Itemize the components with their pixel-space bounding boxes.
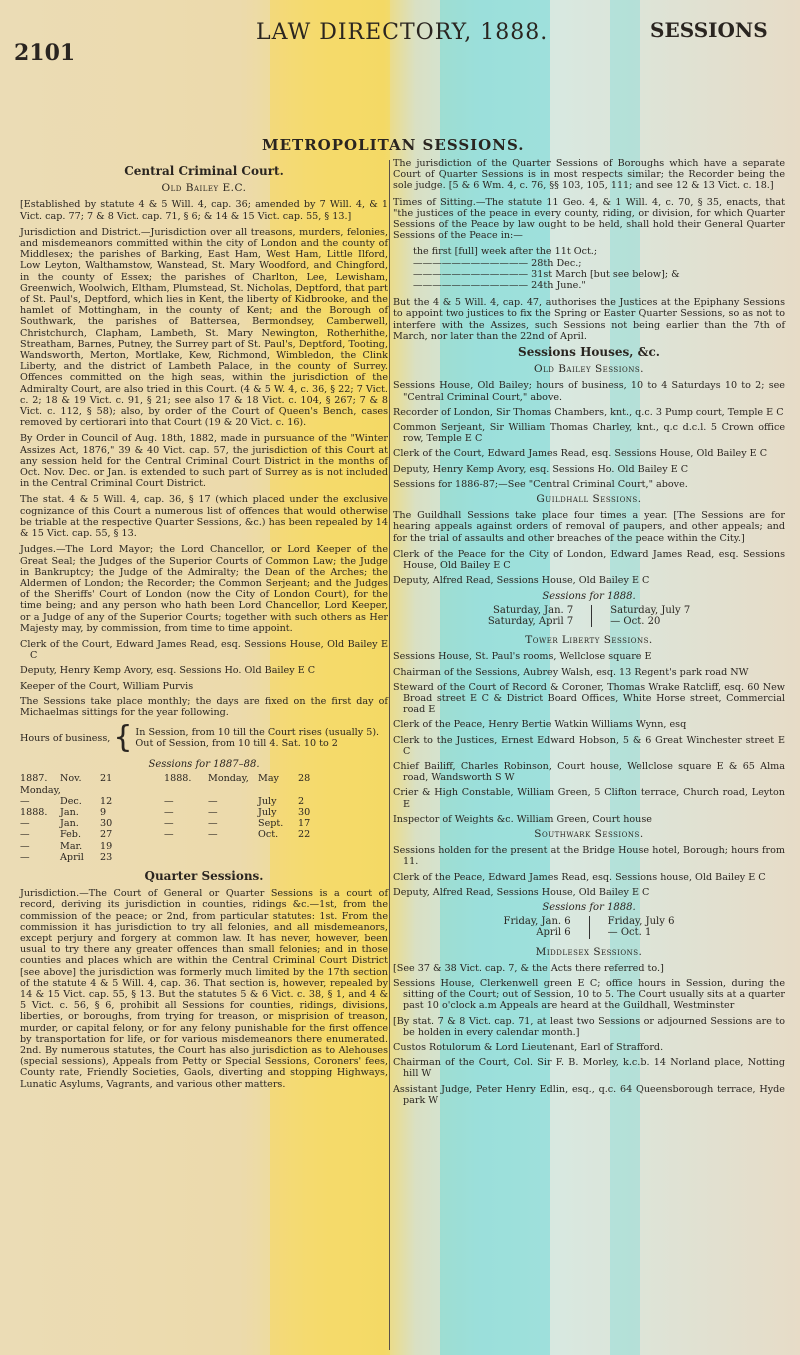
date-line: the first [full] week after the 11t Oct.; (413, 246, 598, 258)
clerk-entry: Clerk of the Court, Edward James Read, esq. Sessions House, Old Bailey E C (20, 638, 388, 662)
section-label: SESSIONS (650, 18, 768, 42)
tl-entry: Chief Bailiff, Charles Robinson, Court house, Wellclose square E & 65 Alma road, Wandsworth S W (393, 760, 785, 784)
sessions-cell: 22 (298, 829, 311, 841)
sessions-cell: — (208, 806, 218, 818)
tl-entry: Sessions House, St. Paul's rooms, Wellclose square E (393, 651, 652, 663)
sw-date: Friday, July 6 (607, 916, 675, 928)
sessions-houses-heading: Sessions Houses, &c. (518, 345, 660, 360)
tl-entry: Steward of the Court of Record & Coroner, Thomas Wrake Ratcliff, esq. 60 New Broad street E C & District Board Offices, White Horse street, Commercial road E (393, 681, 785, 716)
sessions-cell: 30 (298, 806, 311, 818)
sessions-cell: Monday, (208, 773, 249, 785)
sessions-cell: Nov. (60, 773, 82, 785)
sessions-cell: Mar. (60, 840, 83, 852)
sessions-heading: Sessions for 1887–88. (148, 759, 260, 771)
quarter-heading: Quarter Sessions. (144, 868, 264, 883)
sessions-gap (140, 818, 164, 829)
deputy-entry: Deputy, Henry Kemp Avory, esq. Sessions Ho. Old Bailey E C (20, 665, 316, 677)
dates-list (393, 246, 785, 291)
sessions-cell: Jan. (60, 818, 79, 830)
old-bailey-sessions-sub: Old Bailey Sessions. (534, 363, 644, 376)
mx-entry: [See 37 & 38 Vict. cap. 7, & the Acts there referred to.] (393, 962, 664, 974)
sessions-gap (140, 852, 164, 863)
dates-separator (591, 605, 592, 627)
sessions-cell: Jan. (60, 806, 79, 818)
ob-entry: Clerk of the Court, Edward James Read, esq. Sessions House, Old Bailey E C (393, 448, 768, 460)
sessions-cell: Oct. (258, 829, 279, 841)
order-in-council-paragraph: By Order in Council of Aug. 18th, 1882, made in pursuance of the "Winter Assizes Act, 1876," 39 & 40 Vict. cap. 57, the jurisdiction of this Court at any session held for the Central Criminal Court District in the months of Oct. Nov. Dec. or Jan. is extended to such part of Surrey as is not included in the Central Criminal Court District. (20, 433, 388, 490)
but-paragraph: But the 4 & 5 Will. 4, cap. 47, authorises the Justices at the Epiphany Sessions to appoint two justices to fix the Spring or Easter Quarter Sessions, so as not to interfere with the Assizes, such Sessions not being earlier than the 7th of March, nor later than the 22nd of April. (393, 297, 785, 342)
sessions-cell: May (258, 773, 279, 785)
sessions-cell: — (20, 840, 30, 852)
sessions-cell: Sept. (258, 818, 284, 830)
old-bailey-sub: Old Bailey E.C. (161, 182, 247, 195)
sessions-cell: — (164, 806, 174, 818)
sessions-cell: — (164, 829, 174, 841)
sessions-cell: July (258, 806, 277, 818)
sessions-cell: 1888. (20, 806, 48, 818)
sessions-cell: April (60, 851, 84, 863)
sessions-cell: — (208, 795, 218, 807)
sessions-cell (164, 852, 208, 863)
gh-sessions-dates (393, 605, 785, 627)
gh-entry: Deputy, Alfred Read, Sessions House, Old Bailey E C (393, 575, 650, 587)
sessions-cell: — (20, 829, 30, 841)
tl-entry: Chairman of the Sessions, Aubrey Walsh, esq. 13 Regent's park road NW (393, 666, 749, 678)
gh-date: — Oct. 20 (610, 615, 661, 627)
date-line: ———————————— 31st March [but see below]; & (413, 268, 680, 280)
sessions-cell: Feb. (60, 829, 82, 841)
tl-entry: Crier & High Constable, William Green, 5 Clifton terrace, Church road, Leyton E (393, 787, 785, 810)
sessions-cell: 1888. (164, 773, 192, 785)
sw-entry: Sessions holden for the present at the Bridge House hotel, Borough; hours from 11. (393, 845, 785, 868)
guildhall-sub: Guildhall Sessions. (536, 493, 642, 506)
ob-entry: Sessions House, Old Bailey; hours of business, 10 to 4 Saturdays 10 to 2; see "Central Criminal Court," above. (393, 380, 785, 403)
hours-in-session: In Session, from 10 till the Court rises (usually 5). (135, 726, 380, 738)
mx-entry: Sessions House, Clerkenwell green E C; office hours in Session, during the sitting of the Court; out of Session, 10 to 5. The Court usually sits at a quarter past 10 o'clock a.m Appeals are heard at the Guildhall, Westminster (393, 977, 785, 1012)
page-number: 2101 (14, 40, 76, 66)
guildhall-paragraph: The Guildhall Sessions take place four times a year. [The Sessions are for hearing appeals against orders of removal of paupers, and other appeals; and for the trial of assaults and other breaches of the peace within the City.] (393, 510, 785, 544)
sessions-gap (140, 773, 164, 795)
left-column (20, 162, 388, 1095)
ob-entry: Recorder of London, Sir Thomas Chambers, knt., q.c. 3 Pump court, Temple E C (393, 406, 784, 418)
sessions-cell: 19 (100, 840, 113, 852)
established-note: [Established by statute 4 & 5 Will. 4, cap. 36; amended by 7 Will. 4, & 1 Vict. cap. 77; 7 & 8 Vict. cap. 71, § 6; & 14 & 15 Vict. cap. 55, § 13.] (20, 199, 388, 222)
sessions-cell: — (20, 818, 30, 830)
ob-entry: Common Serjeant, Sir William Thomas Charley, knt., q.c d.c.l. 5 Crown office row, Temple E C (393, 422, 785, 445)
keeper-entry: Keeper of the Court, William Purvis (20, 680, 194, 692)
sessions-cell: 12 (100, 795, 113, 807)
sw-sessions-heading: Sessions for 1888. (542, 901, 636, 913)
sessions-cell (298, 852, 328, 863)
sessions-gap (140, 807, 164, 818)
stat-paragraph: The stat. 4 & 5 Will. 4, cap. 36, § 17 (which placed under the exclusive cognizance of this Court a numerous list of offences that would otherwise be triable at the respective Quarter Sessions, &c.) has been repealed by 14 & 15 Vict. cap. 55, § 13. (20, 494, 388, 540)
sessions-cell: — (208, 829, 218, 841)
sessions-cell: 21 (100, 773, 113, 785)
sessions-cell (258, 841, 298, 852)
sessions-cell (258, 852, 298, 863)
mx-entry: [By stat. 7 & 8 Vict. cap. 71, at least two Sessions or adjourned Sessions are to be holden in every calendar month.] (393, 1015, 785, 1038)
sessions-cell: Dec. (60, 795, 82, 807)
gh-date: Saturday, Jan. 7 (493, 604, 574, 616)
sessions-cell: 2 (298, 795, 305, 807)
sessions-cell: — (20, 795, 30, 807)
sessions-cell: — (20, 851, 30, 863)
ob-entry: Deputy, Henry Kemp Avory, esq. Sessions Ho. Old Bailey E C (393, 463, 689, 475)
tower-liberty-sub: Tower Liberty Sessions. (525, 634, 653, 647)
column-divider (389, 160, 390, 1350)
running-head: LAW DIRECTORY, 1888. (256, 20, 549, 45)
middlesex-sub: Middlesex Sessions. (535, 945, 643, 958)
sessions-cell: 30 (100, 818, 113, 830)
sessions-gap (140, 829, 164, 840)
mx-entry: Custos Rotulorum & Lord Lieutenant, Earl of Strafford. (393, 1042, 664, 1053)
date-line: ———————————— 24th June." (413, 280, 586, 292)
sessions-cell: 28 (298, 773, 311, 785)
ob-entry: Sessions for 1886-87;—See "Central Criminal Court," above. (393, 478, 688, 490)
sessions-cell (164, 841, 208, 852)
ccc-heading: Central Criminal Court. (124, 164, 284, 178)
sw-sessions-dates (393, 916, 785, 938)
gh-date: Saturday, July 7 (610, 604, 691, 616)
southwark-sub: Southwark Sessions. (534, 827, 644, 840)
sessions-cell: 23 (100, 851, 113, 863)
gh-date: Saturday, April 7 (487, 615, 574, 627)
sessions-cell (298, 841, 328, 852)
boroughs-paragraph: The jurisdiction of the Quarter Sessions of Boroughs which have a separate Court of Quarter Sessions is in most respects similar; the Recorder being the sole judge. [5 & 6 Wm. 4, c. 76, §§ 103, 105, 111; and see 12 & 13 Vict. c. 18.] (393, 158, 785, 192)
sessions-cell: — (164, 795, 174, 807)
tl-entry: Clerk of the Peace, Henry Bertie Watkin Williams Wynn, esq (393, 719, 687, 731)
hours-label: Hours of business, (20, 732, 111, 744)
right-column (393, 158, 785, 1110)
sessions-cell: July (258, 795, 277, 807)
sessions-cell: — (208, 818, 218, 830)
sw-entry: Clerk of the Peace, Edward James Read, esq. Sessions house, Old Bailey E C (393, 871, 766, 883)
tl-entry: Inspector of Weights &c. William Green, Court house (393, 813, 652, 825)
sessions-cell (208, 841, 258, 852)
hours-out-session: Out of Session, from 10 till 4. Sat. 10 to 2 (135, 738, 338, 750)
jurisdiction-paragraph: Jurisdiction and District.—Jurisdiction over all treasons, murders, felonies, and misdemeanors committed within the city of London and the county of Middlesex; the parishes of Barking, East Ham, West Ham, Little Ilford, Low Leyton, Walthamstow, Wanstead, St. Mary Woodford, and Chingford, in the county of Essex; the parishes of Charlton, Lee, Lewisham, Greenwich, Woolwich, Eltham, Plumstead, St. Nicholas, Deptford, that part of St. Paul's, Deptford, which lies in Kent, the liberty of Kidbrooke, and the hamlet of Mottingham, in the county of Kent; and the Borough of Southwark, the parishes of Battersea, Bermondsey, Camberwell, Christchurch, Clapham, Lambeth, St. Mary Newington, Rotherhithe, Streatham, Barnes, Putney, the Surrey part of St. Paul's, Deptford, Tooting, Wandsworth, Merton, Mortlake, Kew, Richmond, Wimbledon, the Clink Liberty, and the district of Lambeth Palace, in the county of Surrey. Offences committed on the high seas, within the jurisdiction of the Admiralty Court, are also tried in this Court. (4 & 5 W. 4, c. 36, § 22; 7 Vict. c. 2; 18 & 19 Vict. c. 91, § 21; see also 17 & 18 Vict. c. 104, § 267; 7 & 8 Vict. c. 112, § 58); also, by order of the Court of Queen's Bench, cases removed by certiorari into that Court (19 & 20 Vict. c. 16). (20, 226, 388, 429)
times-paragraph: Times of Sitting.—The statute 11 Geo. 4, & 1 Will. 4, c. 70, § 35, enacts, that "the justices of the peace in every county, riding, or division, for which Quarter Sessions of the Peace by law ought to be held, shall hold their General Quarter Sessions of the Peace in:— (393, 196, 785, 242)
sessions-gap (140, 796, 164, 807)
sw-date: — Oct. 1 (607, 927, 652, 939)
hours-block (20, 720, 388, 756)
sessions-cell: 17 (298, 818, 311, 830)
tl-entry: Clerk to the Justices, Ernest Edward Hobson, 5 & 6 Great Winchester street E C (393, 734, 785, 757)
sessions-gap (140, 841, 164, 852)
date-line: ———————————— 28th Dec.; (413, 257, 582, 269)
judges-paragraph: Judges.—The Lord Mayor; the Lord Chancellor, or Lord Keeper of the Great Seal; the Judges of the Superior Courts of Common Law; the Judge in Bankruptcy; the Judge of the Admiralty; the Dean of the Arches; the Aldermen of London; the Recorder; the Common Serjeant; and the Judges of the Sheriffs' Court of London (now the City of London Court), for the time being; and any person who hath been Lord Chancellor, Lord Keeper, or a Judge of any of the Superior Courts; together with such others as Her Majesty may, by commission, from time to time appoint. (20, 544, 388, 634)
sessions-cell: 27 (100, 829, 113, 841)
sw-date: April 6 (536, 927, 571, 939)
sw-entry: Deputy, Alfred Read, Sessions House, Old Bailey E C (393, 886, 650, 898)
sw-date: Friday, Jan. 6 (503, 916, 571, 928)
main-title: METROPOLITAN SESSIONS. (262, 136, 525, 154)
gh-entry: Clerk of the Peace for the City of London, Edward James Read, esq. Sessions House, Old Bailey E C (393, 548, 785, 572)
dates-separator (589, 916, 590, 938)
mx-entry: Assistant Judge, Peter Henry Edlin, esq., q.c. 64 Queensborough terrace, Hyde park W (393, 1083, 785, 1106)
sessions-cell: 9 (100, 806, 107, 818)
brace-glyph: { (113, 720, 133, 756)
sessions-cell (208, 852, 258, 863)
quarter-paragraph: Jurisdiction.—The Court of General or Quarter Sessions is a court of record, deriving its jurisdiction in counties, ridings &c.—1st, from the commission of the peace; or 2nd, from particular statutes: 1st. From the commission it has jurisdiction to try all felonies, and all misdemeanors, except perjury and forgery at common law. It has never, however, been usual to try there any greater offences than small felonies; and in those counties and places which are within the Central Criminal Court District [see above] the jurisdiction was formerly much limited by the 17th section of the statute 4 & 5 Will. 4, cap. 36. That section is, however, repealed by 14 & 15 Vict. cap. 55, § 13. But the statutes 5 & 6 Vict. c. 38, § 1, and 4 & 5 Vict. c. 56, § 6, prohibit all Sessions for counties, ridings, divisions, liberties, or boroughs, from trying for treason, or misprision of treason, murder, or capital felony, or for any felony punishable for the first offence by transportation for life, or for various misdemeanors there enumerated. 2nd. By numerous statutes, the Court has also jurisdiction as to Alehouses (special sessions), Appeals from Petty or Special Sessions, Coroners' fees, County rate, Friendly Societies, Gaols, diverting and stopping Highways, Lunatic Asylums, Vagrants, and various other matters. (20, 888, 388, 1090)
sessions-cell: 1887. Monday, (20, 773, 61, 796)
monthly-paragraph: The Sessions take place monthly; the days are fixed on the first day of Michaelmas sittings for the year following. (20, 695, 388, 718)
sessions-cell: — (164, 818, 174, 830)
mx-entry: Chairman of the Court, Col. Sir F. B. Morley, k.c.b. 14 Norland place, Notting hill W (393, 1057, 785, 1080)
sessions-table (20, 773, 388, 863)
gh-sessions-heading: Sessions for 1888. (542, 590, 636, 602)
